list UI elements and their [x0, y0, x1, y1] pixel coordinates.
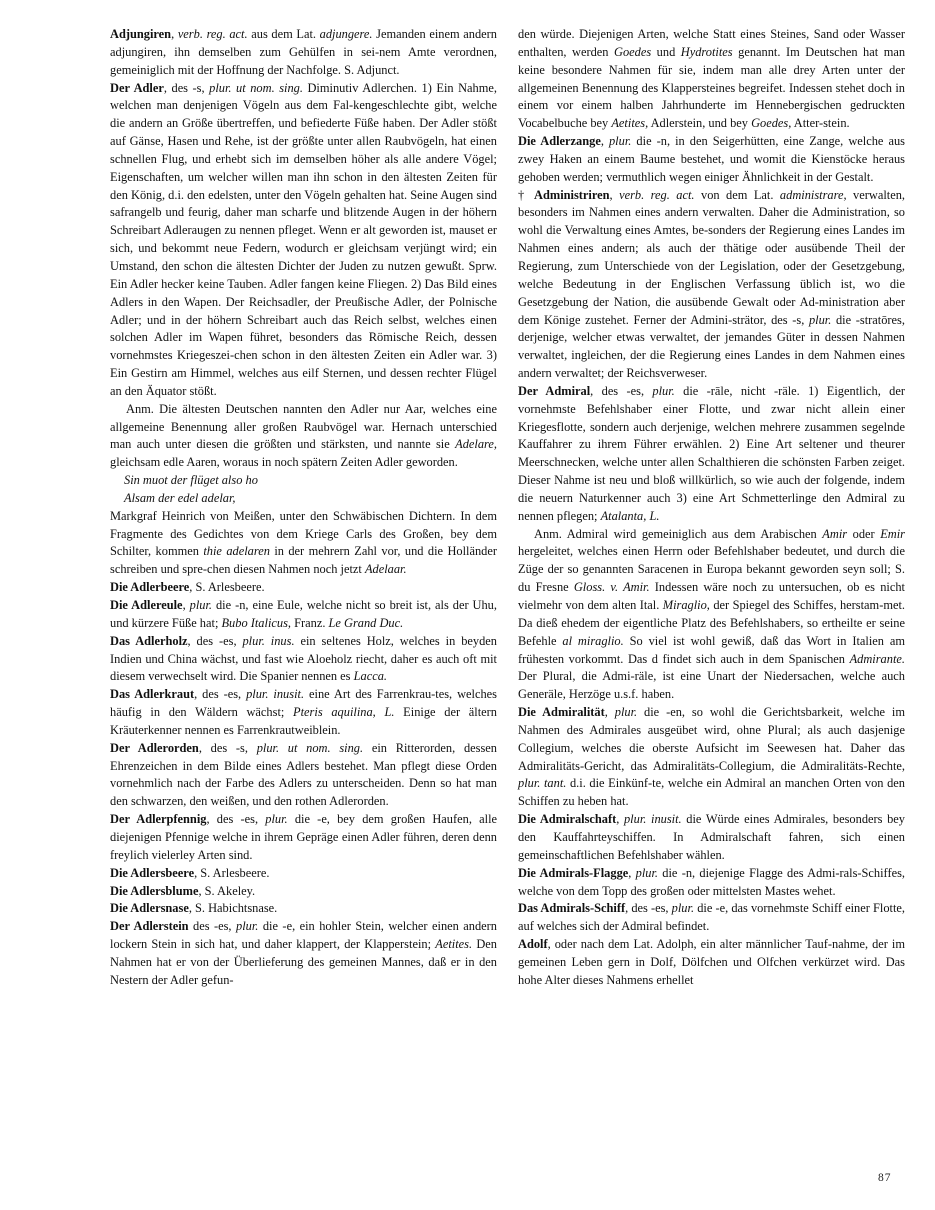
italic-text: Aetites, — [611, 116, 649, 131]
entry-text: die -rāle, nicht -räle. 1) Eigentlich, der vornehmste Befehlshaber einer Flotte, und zwar nicht allein einer Kriegesflotte, sondern auch derjenige, welchen mehrere zusammen segelnde Kauffahrer zu ihrem Führer erwählen. 2) Eine Art seltener und theurer Meerschnecken, welche unter allen Schalthieren die schönsten Farben zeiget. Dieser Nahme ist neu und bloß willkürlich, so wie auch der folgende, indem die neuern Naturkenner auch 3) eine Art Schmetterlinge den Admiral zu nennen pflegen; — [518, 383, 905, 523]
italic-text: Pteris aquilina, L. — [293, 705, 395, 720]
italic-text: Atalanta, L. — [600, 508, 660, 523]
italic-text: plur. — [635, 865, 659, 880]
italic-text: Adelare, — [455, 437, 497, 452]
italic-text: plur. tant. — [518, 776, 567, 791]
italic-text: plur. — [189, 598, 213, 612]
entry-text: , des -es, — [194, 687, 247, 702]
headword: Das Admirals-Schiff — [518, 901, 626, 916]
entry-text: , — [600, 134, 609, 149]
entry-admiral-anm — [518, 526, 905, 704]
italic-text: Aetites. — [435, 937, 473, 952]
entry-adlerkraut — [110, 686, 497, 740]
entry-text: Franz. — [291, 615, 329, 630]
right-column — [518, 26, 905, 990]
headword: Der Adler — [110, 80, 164, 95]
italic-text: adjungere. — [319, 27, 373, 41]
entry-text: der Spiegel des Schiffes, herstam-met. Da dieß ehedem der eigentliche Platz des Befehlshabers, so ertheilte er seine Befehle — [518, 598, 906, 648]
entry-text: † — [518, 187, 535, 202]
entry-text: , — [616, 812, 624, 827]
headword: Das Adlerholz — [110, 633, 188, 648]
entry-adlereule — [110, 597, 497, 633]
entry-text: , des -s, — [163, 80, 210, 95]
headword: Der Adlerorden — [110, 740, 199, 755]
headword: Die Adlersnase — [110, 901, 189, 916]
entry-text: verwalten, besonders im Nahmen eines andern verwalten. Daher die Administration, so wohl die Verwaltung eines Amtes, be-sonders der Regierung eines Landes im Nahmen eines andern; als auch der thätige oder ausübende Theil der Regierung, zum Unterschiede von der Legislation, oder der Gesetzgebung, welche Bedeutung in der Englischen Verfassung üblich ist, wo die Gesetzgebung der Nation, die ausübende Gewalt oder Ad-ministration aber dem Könige zustehet. Ferner der Admini-strätor, des -s, — [518, 187, 906, 327]
entry-text: oder — [847, 526, 881, 541]
headword: Die Adlereule — [110, 598, 183, 612]
entry-text: Indessen wäre noch zu untersuchen, ob es nicht vielmehr von dem alten Ital. — [518, 580, 905, 612]
entry-text: , S. Habichtsnase. — [188, 901, 278, 916]
headword: Die Adlerbeere — [110, 580, 190, 595]
entry-text: , S. Arlesbeere. — [194, 865, 270, 880]
entry-text: die -en, so wohl die Gerichtsbarkeit, welche im Nahmen des Admirales ausgeübet wird, ohne Plural; als auch dasjenige Collegium, welches die oberste Aufsicht im Seewesen hat. Daher das Admiralitäts-Gericht, das Admiralitäts-Collegium, die Admiralitäts-Rechte, — [518, 705, 905, 773]
entry-text: Den Nahmen hat er von der Überlieferung des gemeinen Mannes, daß er in den Nestern der Adler gefun- — [110, 937, 497, 987]
entry-adlersnase — [110, 900, 497, 918]
entry-admiral — [518, 383, 905, 526]
entry-text: , — [609, 187, 620, 202]
entry-text: Jemanden einem andern adjungiren, ihn demselben zum Gehülfen in sei-nem Amte verordnen, gemeiniglich mit der Hoffnung der Nachfolge. S. Adjunct. — [110, 27, 497, 77]
entry-text: genannt. Im Deutschen hat man keine besondere Nahmen für sie, indem man alle drey Arten unter der allgemeinen Benennung des Klappersteines begreifet. Indessen stehet doch in einem vor einem halben Jahrhunderte im Hennebergischen gedruckten Vocabelbuche bey — [518, 44, 906, 131]
entry-adlerstein — [110, 918, 497, 989]
entry-text: , des -es, — [625, 901, 672, 916]
entry-adlerbeere — [110, 579, 497, 597]
entry-text: die -n, diejenige Flagge des Admi-rals-Schiffes, welche von dem Topp des großen oder mittelsten Mastes wehet. — [518, 865, 906, 898]
entry-text: , — [182, 598, 190, 612]
entry-text: hergeleitet, welches einen Herrn oder Befehlshaber bedeutet, und durch die Züge der so genannten Saracenen in Europa bekannt geworden seyn soll; S. du Fresne — [518, 544, 905, 595]
entry-text: Der Plural, die Admi-räle, ist eine Unart der Niedersachen, welche auch Generäle, Herzöge u.s.f. haben. — [518, 669, 905, 702]
italic-text: plur. — [652, 383, 675, 398]
headword: Die Admiralschaft — [518, 812, 617, 827]
italic-text: plur. — [236, 919, 259, 934]
entry-text: Atter-stein. — [791, 116, 850, 131]
italic-text: thie adelaren — [203, 544, 270, 559]
italic-text: Gloss. v. Amir. — [573, 580, 650, 595]
entry-text: Adlerstein, und bey — [648, 116, 752, 131]
headword: Die Admirals-Flagge — [518, 865, 629, 880]
entry-text: Einige der ältern Kräuterkenner nennen es Farrenkrautweiblein. — [110, 705, 497, 737]
entry-text: So viel ist wohl gewiß, daß das Wort in Italien am frühesten vorkommt. Das d findet sich auch in dem Spanischen — [518, 633, 905, 666]
italic-text: al miraglio. — [562, 633, 624, 648]
entry-adlersbeere — [110, 865, 497, 883]
italic-text: Emir — [880, 526, 905, 541]
entry-adlerholz — [110, 633, 497, 687]
entry-adler-markgraf — [110, 508, 497, 579]
italic-text: verb. reg. act. — [177, 27, 248, 41]
entry-text: , — [171, 27, 178, 41]
headword: Adolf — [518, 937, 548, 952]
entry-text: den würde. Diejenigen Arten, welche Statt eines Steines, Sand oder Wasser enthalten, werden — [518, 27, 905, 59]
italic-text: Amir — [822, 526, 848, 541]
entry-text: , — [628, 865, 636, 880]
entry-adlersblume — [110, 883, 497, 901]
entry-text: aus dem Lat. — [247, 27, 320, 41]
entry-adlerorden — [110, 740, 497, 811]
entry-text: von dem Lat. — [694, 187, 780, 202]
entry-text: die -n, in den Seigerhütten, eine Zange, welche aus zwey Haken an einem Baume bestehet, und womit die Kienstöcke heraus gehoben werden; vermuthlich wegen einiger Ähnlichkeit in der Gestalt. — [518, 134, 905, 184]
headword: Das Adlerkraut — [110, 687, 195, 702]
italic-text: plur. ut nom. sing. — [256, 740, 364, 755]
entry-text: , S. Akeley. — [198, 883, 256, 898]
italic-text: plur. ut nom. sing. — [209, 80, 303, 95]
entry-text: die -stratōres, derjenige, welcher etwas verwaltet, der jemandes Güter in dessen Nahmen verwaltet, ingleichen, der die Regierung eines Landes in dem Nahmen eines andern verwaltet; der Reichsverweser. — [518, 312, 905, 381]
italic-text: Adelaar. — [364, 562, 407, 577]
headword: Die Adlersbeere — [110, 865, 195, 880]
italic-text: Goedes, — [751, 116, 792, 131]
entry-adler-anm — [110, 401, 497, 472]
italic-text: plur. inus. — [242, 633, 295, 648]
entry-text: ein seltenes Holz, welches in beyden Indien und China wächst, und fast wie Aloeholz riecht, daher es auch oft mit diesem verwechselt wird. Die Spanier nennen es — [110, 633, 497, 684]
headword: Der Adlerpfennig — [110, 812, 207, 827]
entry-administriren — [518, 187, 905, 383]
entry-text: Anm. Die ältesten Deutschen nannten den Adler nur Aar, welches eine allgemeine Benennung aller großen Raubvögel war. Hernach unterschied man auch unter diesen die größten und stärksten, und nannte sie — [110, 401, 497, 452]
italic-text: Goedes — [614, 44, 652, 59]
entry-text: , des -es, — [206, 812, 266, 827]
verse-line-verse-2 — [124, 490, 497, 508]
entry-text: die -n, eine Eule, welche nicht so breit ist, als der Uhu, und kürzere Füße hat; — [110, 598, 497, 630]
entry-text: und — [651, 44, 681, 59]
italic-text: plur. inusit. — [246, 687, 305, 702]
entry-text: Anm. Admiral wird gemeiniglich aus dem Arabischen — [534, 526, 823, 541]
italic-text: plur. — [671, 901, 695, 916]
entry-admiralschaft — [518, 811, 905, 865]
entry-text: Markgraf Heinrich von Meißen, unter den Schwäbischen Dichtern. In dem Fragmente des Gedichtes von dem Kriege Carls des Großen, bey dem Schilter, kommen — [110, 508, 497, 559]
entry-text: ein Ritterorden, dessen Ehrenzeichen in dem Bilde eines Adlers bestehet. Man pflegt diese Orden vornehmlich nach der Farbe des Adlers zu unterscheiden. Denn so hat man den schwarzen, den weißen, und den rothen Adlerorden. — [110, 740, 497, 809]
entry-admirals-flagge — [518, 865, 905, 901]
headword: Die Admiralität — [518, 705, 605, 720]
entry-adler — [110, 80, 497, 401]
headword: Der Adlerstein — [110, 919, 189, 934]
page-number: 87 — [878, 1172, 892, 1184]
entry-text: die -e, bey dem großen Haufen, alle diejenigen Pfennige welche in ihrem Gepräge einen Adler führen, deren denn freylich vielerley Arten sind. — [110, 812, 498, 862]
entry-text: des -es, — [188, 919, 236, 934]
italic-text: Le Grand Duc. — [328, 615, 404, 630]
left-column — [110, 26, 497, 990]
italic-text: Admirante. — [849, 651, 905, 666]
entry-text: , des -s, — [198, 740, 257, 755]
entry-text: , S. Arlesbeere. — [189, 580, 265, 595]
entry-admiralitaet — [518, 704, 905, 811]
entry-text: die -e, ein hohler Stein, welcher einen andern lockern Stein in sich hat, und daher klappert, der Klapperstein; — [110, 919, 498, 952]
entry-adolf — [518, 936, 905, 990]
entry-text: gleichsam edle Aaren, woraus in noch spätern Zeiten Adler geworden. — [110, 455, 458, 470]
italic-text: plur. — [808, 312, 832, 327]
italic-text: plur. — [614, 705, 638, 720]
entry-admirals-schiff — [518, 900, 905, 936]
entry-text: , des -es, — [590, 383, 653, 398]
entry-adjungiren — [110, 26, 497, 80]
headword: Die Adlerzange — [518, 134, 601, 149]
italic-text: Hydrotites — [680, 44, 733, 59]
entry-text: eine Art des Farrenkrau-tes, welches häufig in den Wäldern wächst; — [110, 687, 497, 720]
entry-text: die -e, das vornehmste Schiff einer Flotte, auf welches sich der Admiral befindet. — [518, 901, 906, 934]
verse-line-verse-1 — [124, 472, 497, 490]
entry-text: Diminutiv Adlerchen. 1) Ein Nahme, welchen man denjenigen Vögeln aus dem Fal-kengeschlechte gibt, welche die andern an Größe übertreffen, und befiederte Füße haben. Der Adler stößt auf Gänse, Hasen und Rehe, ist der größte unter allen Raubvögeln, hat einen schnellen Flug, und erhebt sich im demselben höher als alle andere Vögel; Eigenschaften, um welcher willen man ihn schon in den ältesten Zeiten für den König, d.i. den edelsten, unter den Vögeln gehalten hat. Seine Augen sind safrangelb und feurig, daher man scharfe und blitzende Augen in der höhern Schreibart Adleraugen zu nennen pfleget. Wenn er alt geworden ist, mauset er sich, und bekommt neue Federn, wodurch er gleichsam verjüngt wird; ein Umstand, den schon die ältesten Dichter der Juden zu nutzen gewußt. Sprw. Ein Adler hecker keine Tauben. Adler fangen keine Fliegen. 2) Das Bild eines Adlers in den Wapen. Der Reichsadler, der Preußische Adler, der Polnische Adler; und in der höhern Schreibart auch das Reich selbst, welches einen solchen Adler im Wapen führet, besonders das Römische Reich, dessen vornehmstes Kriegeszei-chen schon in den ältesten Zeiten ein Adler war. 3) Ein Gestirn am Himmel, welches aus eilf Sternen, und dessen rechter Flügel an den Äquator stößt. — [110, 80, 497, 398]
italic-text: Miraglio, — [662, 598, 710, 612]
entry-text: Alsam der edel adelar, — [124, 490, 236, 505]
italic-text: verb. reg. act. — [619, 187, 695, 202]
entry-adlerzange — [518, 133, 905, 187]
italic-text: administrare, — [779, 187, 847, 202]
headword: Der Admiral — [518, 383, 591, 398]
entry-adlerstein-cont — [518, 26, 905, 133]
headword: Die Adlersblume — [110, 883, 199, 898]
italic-text: plur. — [608, 134, 632, 149]
entry-text: Sin muot der flüget also ho — [124, 473, 258, 488]
headword: Adjungiren — [110, 27, 172, 41]
entry-text: , — [604, 705, 615, 720]
entry-text: die Würde eines Admirales, besonders bey den Kauffahrteyschiffen. In Admiralschaft fahren, sich einen gemeinschaftlichen Befehlshaber wählen. — [518, 812, 905, 862]
entry-text: in der mehrern Zahl vor, und die Holländer schreiben und spre-chen diesen Nahmen noch jetzt — [110, 544, 497, 577]
italic-text: plur. inusit. — [623, 812, 682, 827]
italic-text: plur. — [265, 812, 288, 827]
entry-adlerpfennig — [110, 811, 497, 865]
headword: Administriren — [534, 187, 610, 202]
entry-text: , oder nach dem Lat. Adolph, ein alter männlicher Tauf-nahme, der im gemeinen Leben gern in Dolf, Dölfchen und Olfchen verkürzet wird. Das hohe Alter dieses Nahmens erhellet — [518, 937, 905, 987]
entry-text: , des -es, — [187, 633, 243, 648]
italic-text: Lacca. — [353, 669, 387, 684]
entry-text: d.i. die Einkünf-te, welche ein Admiral an manchen Orten von den Schiffen zu heben hat. — [518, 776, 905, 809]
italic-text: Bubo Italicus, — [221, 615, 292, 630]
